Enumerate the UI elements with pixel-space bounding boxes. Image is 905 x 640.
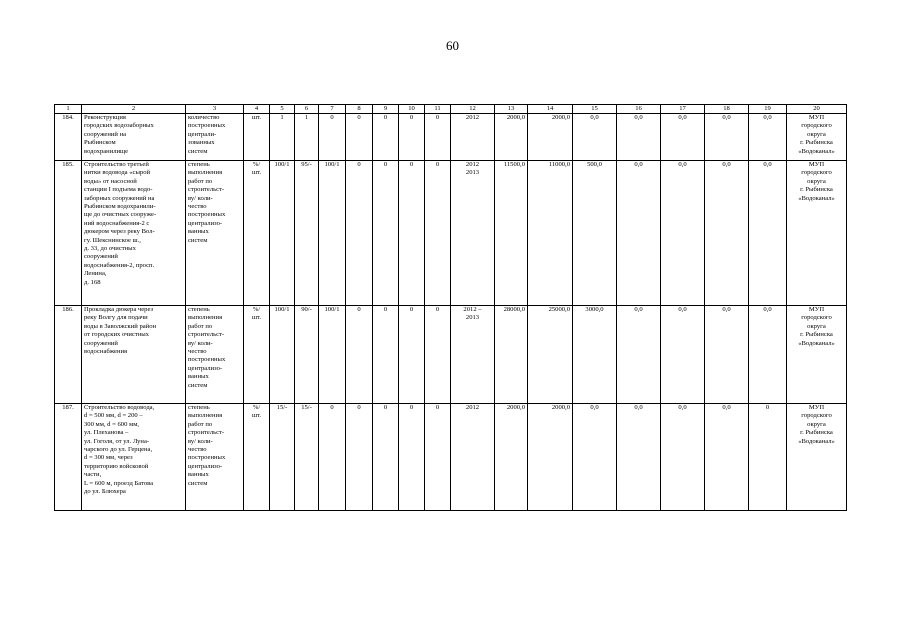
value-cell: 100/1 — [319, 161, 346, 306]
measure-name: Строительство водовода, d = 500 мм, d = 200 – 300 мм, d = 600 мм, ул. Плеханова – ул. Гоголя, от ул. Луна- чарского до ул. Герцена, d = 300 мм, через территорию войсковой части, L = 600 м, проезд Батова до ул. Блюхера — [82, 404, 186, 511]
value-cell: 0 — [425, 404, 451, 511]
value-cell: 2000,0 — [528, 114, 573, 161]
executor: МУП городского округа г. Рыбинска «Водоканал» — [787, 114, 847, 161]
column-number: 15 — [573, 105, 617, 114]
value-cell: 0 — [346, 161, 373, 306]
unit: шт. — [244, 114, 270, 161]
value-cell: 0,0 — [617, 306, 661, 404]
value-cell: 28000,0 — [495, 306, 528, 404]
column-number: 5 — [270, 105, 295, 114]
value-cell: 1 — [270, 114, 295, 161]
value-cell: 0 — [373, 161, 399, 306]
column-number: 10 — [399, 105, 425, 114]
table-row — [55, 161, 847, 306]
value-cell: 2000,0 — [528, 404, 573, 511]
value-cell: 0,0 — [749, 306, 787, 404]
value-cell: 0,0 — [661, 404, 705, 511]
value-cell: 0,0 — [749, 161, 787, 306]
value-cell: 11500,0 — [495, 161, 528, 306]
value-cell: 15/- — [270, 404, 295, 511]
year-cell: 2012 – 2013 — [451, 306, 495, 404]
column-number: 20 — [787, 105, 847, 114]
executor: МУП городского округа г. Рыбинска «Водоканал» — [787, 161, 847, 306]
value-cell: 2000,0 — [495, 114, 528, 161]
value-cell: 11000,0 — [528, 161, 573, 306]
value-cell: 100/1 — [270, 306, 295, 404]
value-cell: 500,0 — [573, 161, 617, 306]
column-number: 18 — [705, 105, 749, 114]
page-number: 60 — [446, 38, 459, 53]
value-cell: 0 — [399, 161, 425, 306]
column-number: 4 — [244, 105, 270, 114]
value-cell: 0 — [319, 114, 346, 161]
column-number: 12 — [451, 105, 495, 114]
measure-name: Прокладка дюкера через реку Волгу для подачи воды в Заволжский район от городских очистных сооружений водоснабжения — [82, 306, 186, 404]
column-number: 7 — [319, 105, 346, 114]
indicator: степень выполнения работ по строительст- ву/ коли- чество построенных централизо- ванных систем — [186, 404, 244, 511]
measure-name: Реконструкция городских водозаборных сооружений на Рыбинском водохранилище — [82, 114, 186, 161]
value-cell: 0 — [425, 114, 451, 161]
value-cell: 0 — [373, 404, 399, 511]
value-cell: 0 — [346, 306, 373, 404]
value-cell: 2000,0 — [495, 404, 528, 511]
value-cell: 1 — [295, 114, 319, 161]
year-cell: 2012 — [451, 114, 495, 161]
value-cell: 0 — [749, 404, 787, 511]
value-cell: 0 — [346, 404, 373, 511]
value-cell: 0 — [399, 114, 425, 161]
value-cell: 0,0 — [617, 114, 661, 161]
value-cell: 0,0 — [705, 306, 749, 404]
column-number: 14 — [528, 105, 573, 114]
value-cell: 0 — [346, 114, 373, 161]
indicator: степень выполнения работ по строительст- ву/ коли- чество построенных централизо- ванных систем — [186, 306, 244, 404]
value-cell: 0 — [399, 306, 425, 404]
value-cell: 0 — [373, 306, 399, 404]
column-number: 17 — [661, 105, 705, 114]
value-cell: 0 — [425, 161, 451, 306]
unit: %/ шт. — [244, 306, 270, 404]
unit: %/ шт. — [244, 161, 270, 306]
value-cell: 90/- — [295, 306, 319, 404]
program-table — [54, 104, 847, 511]
row-number: 185. — [55, 161, 82, 306]
column-number: 8 — [346, 105, 373, 114]
year-cell: 2012 — [451, 404, 495, 511]
column-number: 1 — [55, 105, 82, 114]
value-cell: 15/- — [295, 404, 319, 511]
column-number: 11 — [425, 105, 451, 114]
value-cell: 0,0 — [661, 161, 705, 306]
value-cell: 100/1 — [270, 161, 295, 306]
value-cell: 0,0 — [617, 161, 661, 306]
value-cell: 3000,0 — [573, 306, 617, 404]
value-cell: 0,0 — [705, 161, 749, 306]
row-number: 186. — [55, 306, 82, 404]
value-cell: 0 — [373, 114, 399, 161]
table-row — [55, 306, 847, 404]
value-cell: 0 — [399, 404, 425, 511]
column-number-row — [55, 105, 847, 114]
indicator: степень выполнения работ по строительст- ву/ коли- чество построенных централизо- ванных систем — [186, 161, 244, 306]
value-cell: 25000,0 — [528, 306, 573, 404]
value-cell: 0 — [425, 306, 451, 404]
row-number: 184. — [55, 114, 82, 161]
table-row — [55, 114, 847, 161]
value-cell: 95/- — [295, 161, 319, 306]
executor: МУП городского округа г. Рыбинска «Водоканал» — [787, 306, 847, 404]
value-cell: 0,0 — [573, 114, 617, 161]
value-cell: 100/1 — [319, 306, 346, 404]
value-cell: 0,0 — [573, 404, 617, 511]
column-number: 2 — [82, 105, 186, 114]
value-cell: 0,0 — [661, 114, 705, 161]
column-number: 16 — [617, 105, 661, 114]
value-cell: 0,0 — [705, 404, 749, 511]
value-cell: 0,0 — [705, 114, 749, 161]
executor: МУП городского округа г. Рыбинска «Водоканал» — [787, 404, 847, 511]
value-cell: 0 — [319, 404, 346, 511]
indicator: количество построенных централи- зованных систем — [186, 114, 244, 161]
unit: %/ шт. — [244, 404, 270, 511]
column-number: 9 — [373, 105, 399, 114]
column-number: 13 — [495, 105, 528, 114]
row-number: 187. — [55, 404, 82, 511]
value-cell: 0,0 — [749, 114, 787, 161]
table-row — [55, 404, 847, 511]
measure-name: Строительство третьей нитки водовода «сырой воды» от насосной станции I подъема водо- заборных сооружений на Рыбинском водохранили- ще до очистных сооруже- ний водоснабжения-2 с дюкером через реку Вол- гу. Шекснинское ш., д. 33, до очистных сооружений водоснабжения-2, просп. Ленина, д. 168 — [82, 161, 186, 306]
value-cell: 0,0 — [661, 306, 705, 404]
column-number: 3 — [186, 105, 244, 114]
year-cell: 2012 2013 — [451, 161, 495, 306]
column-number: 19 — [749, 105, 787, 114]
value-cell: 0,0 — [617, 404, 661, 511]
column-number: 6 — [295, 105, 319, 114]
